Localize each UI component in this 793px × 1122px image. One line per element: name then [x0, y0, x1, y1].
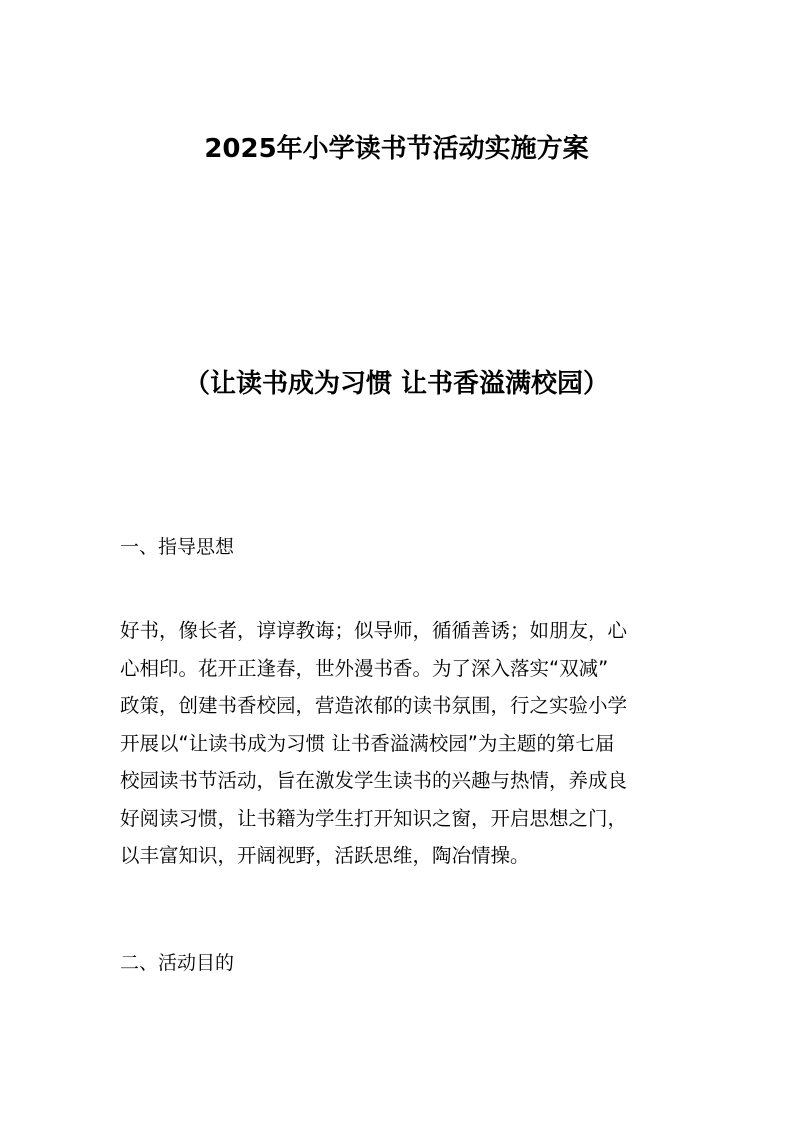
paragraph-line: 好书，像长者，谆谆教诲；似导师，循循善诱；如朋友，心	[120, 619, 628, 642]
section-heading-guiding-ideology: 一、指导思想	[120, 536, 235, 558]
section-heading-activity-purpose: 二、活动目的	[120, 952, 235, 974]
document-subtitle: （让读书成为习惯 让书香溢满校园）	[183, 369, 610, 399]
guiding-ideology-paragraph	[120, 612, 675, 875]
paragraph-line: 政策，创建书香校园，营造浓郁的读书氛围，行之实验小学	[120, 694, 628, 717]
paragraph-line: 以丰富知识，开阔视野，活跃思维，陶冶情操。	[120, 844, 530, 867]
paragraph-line: 心相印。花开正逢春，世外漫书香。为了深入落实“双减”	[120, 656, 609, 680]
paragraph-line: 好阅读习惯，让书籍为学生打开知识之窗，开启思想之门，	[120, 806, 628, 830]
paragraph-line: 开展以“让读书成为习惯 让书香溢满校园”为主题的第七届	[120, 731, 615, 755]
paragraph-line: 校园读书节活动，旨在激发学生读书的兴趣与热情，养成良	[120, 769, 628, 792]
document-title: 2025年小学读书节活动实施方案	[204, 134, 589, 164]
